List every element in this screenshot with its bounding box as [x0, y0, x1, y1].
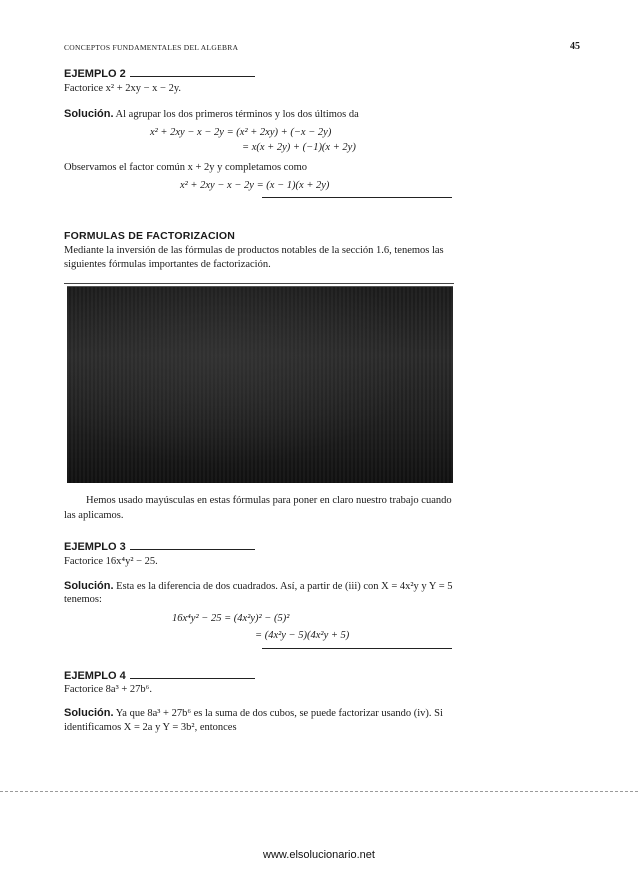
end-of-example-rule	[262, 648, 452, 649]
example-2-prompt: Factorice x² + 2xy − x − 2y.	[64, 83, 182, 94]
formula-box-rule	[64, 283, 454, 284]
page-number: 45	[570, 41, 580, 52]
heading-rule	[130, 549, 255, 550]
example-3-solution	[64, 580, 453, 592]
example-3-heading	[64, 541, 255, 553]
heading-rule	[130, 76, 255, 77]
example-4-title: EJEMPLO 4	[64, 670, 126, 682]
solution-label: Solución.	[64, 108, 114, 120]
end-of-example-rule	[262, 197, 452, 198]
section-intro-line-2: siguientes fórmulas importantes de factorización.	[64, 259, 271, 270]
example-4-solution	[64, 707, 443, 719]
page-edge-line	[0, 791, 638, 792]
solution-text: Ya que 8a³ + 27b⁶ es la suma de dos cubos, se puede factorizar usando (iv). Si	[115, 708, 443, 719]
example-4-solution-cont: identificamos X = 2a y Y = 3b², entonces	[64, 722, 237, 733]
example-2-equation-1: x² + 2xy − x − 2y = (x² + 2xy) + (−x − 2y)	[150, 127, 332, 138]
example-3-equation-1: 16x⁴y² − 25 = (4x²y)² − (5)²	[172, 613, 290, 624]
example-3-title: EJEMPLO 3	[64, 541, 126, 553]
example-2-equation-3: x² + 2xy − x − 2y = (x − 1)(x + 2y)	[180, 180, 330, 191]
example-2-note: Observamos el factor común x + 2y y completamos como	[64, 162, 307, 173]
example-2-solution	[64, 108, 359, 120]
example-3-equation-2: = (4x²y − 5)(4x²y + 5)	[255, 630, 350, 641]
example-2-title: EJEMPLO 2	[64, 68, 126, 80]
example-3-prompt: Factorice 16x⁴y² − 25.	[64, 556, 158, 567]
section-title: FORMULAS DE FACTORIZACION	[64, 230, 236, 242]
running-head: CONCEPTOS FUNDAMENTALES DEL ALGEBRA	[64, 43, 239, 52]
section-intro-line-1: Mediante la inversión de las fórmulas de productos notables de la sección 1.6, tenemos las	[64, 245, 444, 256]
example-2-heading	[64, 68, 255, 80]
example-3-solution-cont: tenemos:	[64, 594, 102, 605]
solution-text: Al agrupar los dos primeros términos y los dos últimos da	[115, 109, 359, 120]
example-4-prompt: Factorice 8a³ + 27b⁶.	[64, 684, 152, 695]
solution-label: Solución.	[64, 707, 114, 719]
example-2-equation-2: = x(x + 2y) + (−1)(x + 2y)	[242, 142, 356, 153]
solution-text: Esta es la diferencia de dos cuadrados. Así, a partir de (iii) con X = 4x²y y Y = 5	[116, 581, 453, 592]
heading-rule	[130, 678, 255, 679]
after-formulas-line-2: las aplicamos.	[64, 510, 124, 521]
example-4-heading	[64, 670, 255, 682]
solution-label: Solución.	[64, 580, 114, 592]
footer-url: www.elsolucionario.net	[263, 849, 375, 861]
formula-table-image	[67, 286, 453, 483]
after-formulas-line-1: Hemos usado mayúsculas en estas fórmulas para poner en claro nuestro trabajo cuando	[86, 495, 452, 506]
